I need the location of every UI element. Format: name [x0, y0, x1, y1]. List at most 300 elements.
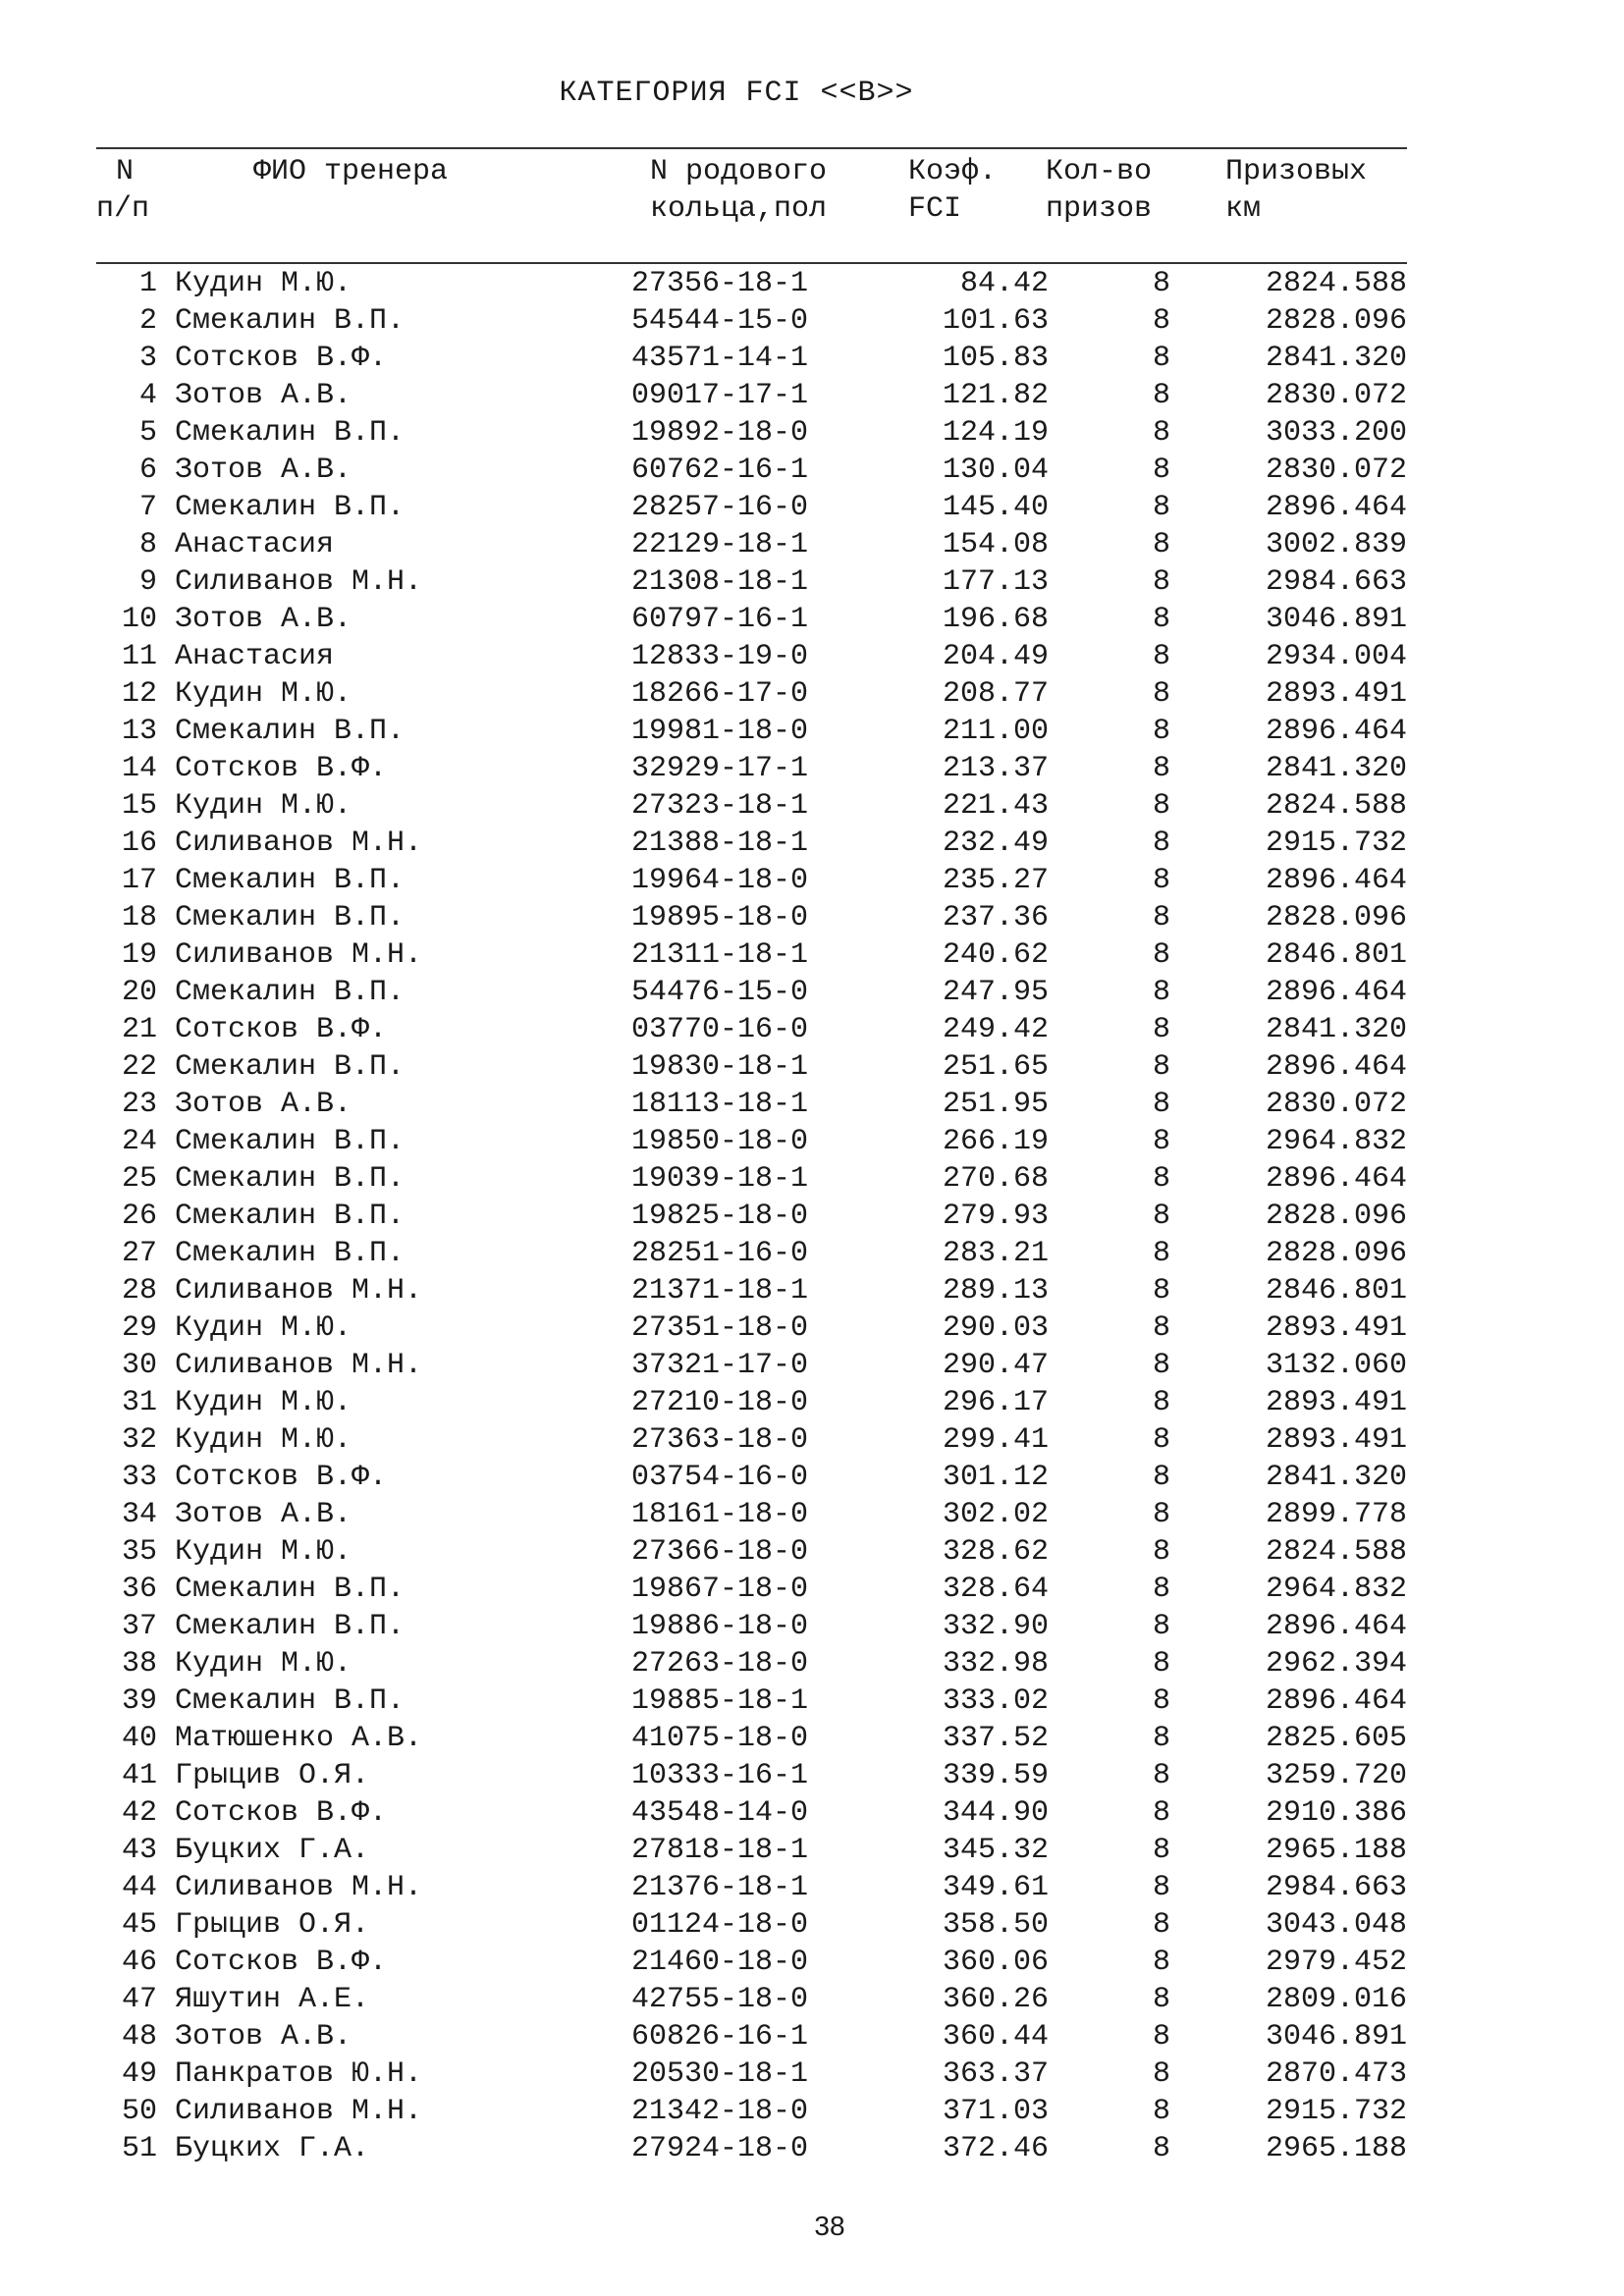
- fci-coefficient: 328.64: [942, 1573, 1049, 1606]
- trainer-name: Зотов А.В.: [175, 1088, 352, 1121]
- fci-coefficient: 279.93: [942, 1200, 1049, 1233]
- ring-number: 27818-18-1: [631, 1834, 809, 1867]
- prize-km: 3132.060: [1265, 1349, 1407, 1382]
- row-number: 5: [138, 416, 157, 450]
- prize-km: 2896.464: [1265, 1684, 1407, 1718]
- prize-count: 8: [1152, 528, 1170, 561]
- ring-number: 27363-18-0: [631, 1423, 809, 1457]
- trainer-name: Смекалин В.П.: [175, 304, 406, 338]
- table-row: [0, 1757, 1624, 1794]
- ring-number: 54544-15-0: [631, 304, 809, 338]
- row-number: 22: [121, 1050, 157, 1084]
- prize-km: 3033.200: [1265, 416, 1407, 450]
- prize-count: 8: [1152, 1722, 1170, 1755]
- ring-number: 19895-18-0: [631, 901, 809, 934]
- ring-number: 28257-16-0: [631, 491, 809, 524]
- fci-coefficient: 358.50: [942, 1908, 1049, 1942]
- fci-coefficient: 105.83: [942, 342, 1049, 375]
- table-row: [0, 1906, 1624, 1944]
- trainer-name: Силиванов М.Н.: [175, 938, 423, 972]
- table-row: [0, 1608, 1624, 1645]
- row-number: 34: [121, 1498, 157, 1531]
- row-number: 37: [121, 1610, 157, 1643]
- trainer-name: Грыцив О.Я.: [175, 1908, 370, 1942]
- trainer-name: Смекалин В.П.: [175, 1610, 406, 1643]
- table-body: [0, 265, 1624, 2167]
- prize-km: 2965.188: [1265, 2132, 1407, 2165]
- fci-coefficient: 328.62: [942, 1535, 1049, 1569]
- fci-coefficient: 266.19: [942, 1125, 1049, 1158]
- fci-coefficient: 372.46: [942, 2132, 1049, 2165]
- fci-coefficient: 177.13: [942, 565, 1049, 599]
- fci-coefficient: 344.90: [942, 1796, 1049, 1830]
- table-row: [0, 899, 1624, 936]
- row-number: 31: [121, 1386, 157, 1419]
- prize-count: 8: [1152, 1834, 1170, 1867]
- table-row: [0, 862, 1624, 899]
- prize-km: 2828.096: [1265, 901, 1407, 934]
- fci-coefficient: 283.21: [942, 1237, 1049, 1270]
- prize-count: 8: [1152, 2132, 1170, 2165]
- trainer-name: Смекалин В.П.: [175, 1125, 406, 1158]
- header-num-line1: N: [116, 155, 135, 188]
- trainer-name: Кудин М.Ю.: [175, 1647, 352, 1681]
- trainer-name: Кудин М.Ю.: [175, 1311, 352, 1345]
- trainer-name: Смекалин В.П.: [175, 901, 406, 934]
- fci-coefficient: 290.47: [942, 1349, 1049, 1382]
- prize-km: 2828.096: [1265, 304, 1407, 338]
- table-row: [0, 1832, 1624, 1869]
- prize-count: 8: [1152, 1050, 1170, 1084]
- row-number: 27: [121, 1237, 157, 1270]
- table-row: [0, 675, 1624, 713]
- prize-count: 8: [1152, 1237, 1170, 1270]
- fci-coefficient: 101.63: [942, 304, 1049, 338]
- row-number: 44: [121, 1871, 157, 1904]
- trainer-name: Сотсков В.Ф.: [175, 752, 388, 785]
- prize-km: 2984.663: [1265, 1871, 1407, 1904]
- trainer-name: Смекалин В.П.: [175, 864, 406, 897]
- header-prizes-line1: Кол-во: [1046, 155, 1153, 188]
- prize-km: 2893.491: [1265, 1423, 1407, 1457]
- ring-number: 12833-19-0: [631, 640, 809, 673]
- table-row: [0, 1011, 1624, 1048]
- prize-count: 8: [1152, 2020, 1170, 2054]
- trainer-name: Зотов А.В.: [175, 454, 352, 487]
- table-row: [0, 414, 1624, 452]
- prize-km: 2809.016: [1265, 1983, 1407, 2016]
- row-number: 3: [138, 342, 157, 375]
- row-number: 7: [138, 491, 157, 524]
- header-km-line1: Призовых: [1225, 155, 1368, 188]
- row-number: 10: [121, 603, 157, 636]
- trainer-name: Сотсков В.Ф.: [175, 1796, 388, 1830]
- table-row: [0, 713, 1624, 750]
- row-number: 19: [121, 938, 157, 972]
- ring-number: 18113-18-1: [631, 1088, 809, 1121]
- prize-km: 2896.464: [1265, 976, 1407, 1009]
- ring-number: 21376-18-1: [631, 1871, 809, 1904]
- trainer-name: Сотсков В.Ф.: [175, 1461, 388, 1494]
- ring-number: 18161-18-0: [631, 1498, 809, 1531]
- fci-coefficient: 360.06: [942, 1946, 1049, 1979]
- row-number: 29: [121, 1311, 157, 1345]
- row-number: 50: [121, 2095, 157, 2128]
- fci-coefficient: 270.68: [942, 1162, 1049, 1196]
- header-ring-line1: N родового: [650, 155, 828, 188]
- trainer-name: Смекалин В.П.: [175, 1237, 406, 1270]
- trainer-name: Буцких Г.А.: [175, 1834, 370, 1867]
- fci-coefficient: 339.59: [942, 1759, 1049, 1792]
- prize-count: 8: [1152, 827, 1170, 860]
- prize-km: 2896.464: [1265, 491, 1407, 524]
- fci-coefficient: 213.37: [942, 752, 1049, 785]
- row-number: 26: [121, 1200, 157, 1233]
- row-number: 23: [121, 1088, 157, 1121]
- prize-km: 2828.096: [1265, 1200, 1407, 1233]
- ring-number: 19039-18-1: [631, 1162, 809, 1196]
- prize-count: 8: [1152, 640, 1170, 673]
- prize-count: 8: [1152, 677, 1170, 711]
- ring-number: 54476-15-0: [631, 976, 809, 1009]
- ring-number: 43571-14-1: [631, 342, 809, 375]
- prize-km: 2896.464: [1265, 1050, 1407, 1084]
- trainer-name: Кудин М.Ю.: [175, 789, 352, 823]
- table-row: [0, 1198, 1624, 1235]
- ring-number: 09017-17-1: [631, 379, 809, 412]
- table-row: [0, 526, 1624, 563]
- prize-km: 2846.801: [1265, 1274, 1407, 1308]
- prize-count: 8: [1152, 1013, 1170, 1046]
- ring-number: 21308-18-1: [631, 565, 809, 599]
- prize-count: 8: [1152, 1088, 1170, 1121]
- header-name: ФИО тренера: [253, 155, 449, 188]
- prize-km: 2824.588: [1265, 1535, 1407, 1569]
- table-row: [0, 1459, 1624, 1496]
- prize-km: 2846.801: [1265, 938, 1407, 972]
- trainer-name: Кудин М.Ю.: [175, 267, 352, 300]
- table-row: [0, 2130, 1624, 2167]
- row-number: 8: [138, 528, 157, 561]
- row-number: 24: [121, 1125, 157, 1158]
- ring-number: 21371-18-1: [631, 1274, 809, 1308]
- trainer-name: Силиванов М.Н.: [175, 2095, 423, 2128]
- fci-coefficient: 235.27: [942, 864, 1049, 897]
- prize-count: 8: [1152, 379, 1170, 412]
- ring-number: 37321-17-0: [631, 1349, 809, 1382]
- row-number: 17: [121, 864, 157, 897]
- prize-count: 8: [1152, 1908, 1170, 1942]
- ring-number: 60826-16-1: [631, 2020, 809, 2054]
- header-prizes-line2: призов: [1046, 192, 1153, 226]
- trainer-name: Зотов А.В.: [175, 379, 352, 412]
- ring-number: 27366-18-0: [631, 1535, 809, 1569]
- row-number: 41: [121, 1759, 157, 1792]
- table-row: [0, 452, 1624, 489]
- prize-count: 8: [1152, 789, 1170, 823]
- table-row: [0, 750, 1624, 787]
- ring-number: 22129-18-1: [631, 528, 809, 561]
- table-row: [0, 1981, 1624, 2018]
- fci-coefficient: 247.95: [942, 976, 1049, 1009]
- row-number: 2: [138, 304, 157, 338]
- fci-coefficient: 121.82: [942, 379, 1049, 412]
- table-row: [0, 1160, 1624, 1198]
- prize-count: 8: [1152, 1498, 1170, 1531]
- row-number: 40: [121, 1722, 157, 1755]
- prize-km: 2830.072: [1265, 1088, 1407, 1121]
- header-km-line2: км: [1225, 192, 1262, 226]
- row-number: 28: [121, 1274, 157, 1308]
- prize-km: 2830.072: [1265, 379, 1407, 412]
- row-number: 48: [121, 2020, 157, 2054]
- trainer-name: Кудин М.Ю.: [175, 1386, 352, 1419]
- table-row: [0, 601, 1624, 638]
- table-row: [0, 1309, 1624, 1347]
- prize-km: 2870.473: [1265, 2057, 1407, 2091]
- header-bottom-rule: [96, 262, 1407, 264]
- row-number: 45: [121, 1908, 157, 1942]
- table-row: [0, 936, 1624, 974]
- ring-number: 27924-18-0: [631, 2132, 809, 2165]
- prize-km: 2899.778: [1265, 1498, 1407, 1531]
- ring-number: 21460-18-0: [631, 1946, 809, 1979]
- fci-coefficient: 289.13: [942, 1274, 1049, 1308]
- ring-number: 27351-18-0: [631, 1311, 809, 1345]
- fci-coefficient: 154.08: [942, 528, 1049, 561]
- prize-km: 2824.588: [1265, 789, 1407, 823]
- trainer-name: Силиванов М.Н.: [175, 827, 423, 860]
- fci-coefficient: 130.04: [942, 454, 1049, 487]
- row-number: 11: [121, 640, 157, 673]
- ring-number: 21342-18-0: [631, 2095, 809, 2128]
- ring-number: 19850-18-0: [631, 1125, 809, 1158]
- row-number: 1: [138, 267, 157, 300]
- fci-coefficient: 251.95: [942, 1088, 1049, 1121]
- trainer-name: Сотсков В.Ф.: [175, 342, 388, 375]
- ring-number: 03754-16-0: [631, 1461, 809, 1494]
- table-row: [0, 2056, 1624, 2093]
- trainer-name: Буцких Г.А.: [175, 2132, 370, 2165]
- table-row: [0, 1272, 1624, 1309]
- prize-km: 3259.720: [1265, 1759, 1407, 1792]
- table-row: [0, 377, 1624, 414]
- fci-coefficient: 208.77: [942, 677, 1049, 711]
- fci-coefficient: 290.03: [942, 1311, 1049, 1345]
- table-row: [0, 1235, 1624, 1272]
- header-coef-line1: Коэф.: [908, 155, 998, 188]
- fci-coefficient: 240.62: [942, 938, 1049, 972]
- table-row: [0, 1645, 1624, 1682]
- row-number: 32: [121, 1423, 157, 1457]
- prize-km: 2962.394: [1265, 1647, 1407, 1681]
- prize-km: 2841.320: [1265, 1013, 1407, 1046]
- row-number: 9: [138, 565, 157, 599]
- prize-km: 2841.320: [1265, 1461, 1407, 1494]
- table-row: [0, 1347, 1624, 1384]
- ring-number: 27210-18-0: [631, 1386, 809, 1419]
- table-row: [0, 1869, 1624, 1906]
- fci-coefficient: 211.00: [942, 715, 1049, 748]
- header-num-line2: п/п: [96, 192, 150, 226]
- prize-count: 8: [1152, 1684, 1170, 1718]
- row-number: 20: [121, 976, 157, 1009]
- trainer-name: Смекалин В.П.: [175, 416, 406, 450]
- prize-km: 2965.188: [1265, 1834, 1407, 1867]
- prize-km: 2893.491: [1265, 1386, 1407, 1419]
- table-row: [0, 825, 1624, 862]
- row-number: 51: [121, 2132, 157, 2165]
- row-number: 12: [121, 677, 157, 711]
- fci-coefficient: 332.90: [942, 1610, 1049, 1643]
- table-row: [0, 1794, 1624, 1832]
- ring-number: 19867-18-0: [631, 1573, 809, 1606]
- fci-coefficient: 124.19: [942, 416, 1049, 450]
- row-number: 6: [138, 454, 157, 487]
- ring-number: 27263-18-0: [631, 1647, 809, 1681]
- trainer-name: Яшутин А.Е.: [175, 1983, 370, 2016]
- table-row: [0, 2093, 1624, 2130]
- trainer-name: Смекалин В.П.: [175, 1573, 406, 1606]
- prize-count: 8: [1152, 1461, 1170, 1494]
- table-header: [0, 153, 1624, 261]
- table-row: [0, 1533, 1624, 1571]
- header-ring-line2: кольца,пол: [650, 192, 828, 226]
- prize-count: 8: [1152, 1311, 1170, 1345]
- ring-number: 28251-16-0: [631, 1237, 809, 1270]
- fci-coefficient: 299.41: [942, 1423, 1049, 1457]
- ring-number: 21388-18-1: [631, 827, 809, 860]
- table-row: [0, 563, 1624, 601]
- ring-number: 42755-18-0: [631, 1983, 809, 2016]
- table-row: [0, 787, 1624, 825]
- row-number: 38: [121, 1647, 157, 1681]
- ring-number: 19886-18-0: [631, 1610, 809, 1643]
- prize-count: 8: [1152, 1946, 1170, 1979]
- header-coef-line2: FCI: [908, 192, 962, 226]
- prize-km: 2979.452: [1265, 1946, 1407, 1979]
- row-number: 18: [121, 901, 157, 934]
- row-number: 13: [121, 715, 157, 748]
- prize-count: 8: [1152, 342, 1170, 375]
- trainer-name: Смекалин В.П.: [175, 1050, 406, 1084]
- trainer-name: Смекалин В.П.: [175, 1162, 406, 1196]
- trainer-name: Зотов А.В.: [175, 1498, 352, 1531]
- row-number: 15: [121, 789, 157, 823]
- trainer-name: Панкратов Ю.Н.: [175, 2057, 423, 2091]
- ring-number: 27356-18-1: [631, 267, 809, 300]
- row-number: 16: [121, 827, 157, 860]
- prize-km: 3046.891: [1265, 603, 1407, 636]
- prize-count: 8: [1152, 1274, 1170, 1308]
- ring-number: 43548-14-0: [631, 1796, 809, 1830]
- fci-coefficient: 196.68: [942, 603, 1049, 636]
- fci-coefficient: 249.42: [942, 1013, 1049, 1046]
- prize-km: 2825.605: [1265, 1722, 1407, 1755]
- row-number: 42: [121, 1796, 157, 1830]
- prize-count: 8: [1152, 1386, 1170, 1419]
- ring-number: 27323-18-1: [631, 789, 809, 823]
- table-row: [0, 1123, 1624, 1160]
- fci-coefficient: 204.49: [942, 640, 1049, 673]
- fci-coefficient: 360.26: [942, 1983, 1049, 2016]
- prize-count: 8: [1152, 1871, 1170, 1904]
- row-number: 36: [121, 1573, 157, 1606]
- row-number: 49: [121, 2057, 157, 2091]
- fci-coefficient: 333.02: [942, 1684, 1049, 1718]
- fci-coefficient: 251.65: [942, 1050, 1049, 1084]
- fci-coefficient: 349.61: [942, 1871, 1049, 1904]
- ring-number: 20530-18-1: [631, 2057, 809, 2091]
- trainer-name: Матюшенко А.В.: [175, 1722, 423, 1755]
- table-row: [0, 974, 1624, 1011]
- ring-number: 03770-16-0: [631, 1013, 809, 1046]
- prize-count: 8: [1152, 2057, 1170, 2091]
- row-number: 4: [138, 379, 157, 412]
- fci-coefficient: 296.17: [942, 1386, 1049, 1419]
- trainer-name: Кудин М.Ю.: [175, 1423, 352, 1457]
- prize-km: 2896.464: [1265, 715, 1407, 748]
- fci-coefficient: 301.12: [942, 1461, 1049, 1494]
- prize-count: 8: [1152, 1573, 1170, 1606]
- row-number: 25: [121, 1162, 157, 1196]
- table-row: [0, 302, 1624, 340]
- table-row: [0, 2018, 1624, 2056]
- prize-count: 8: [1152, 1759, 1170, 1792]
- fci-coefficient: 332.98: [942, 1647, 1049, 1681]
- prize-km: 2910.386: [1265, 1796, 1407, 1830]
- trainer-name: Силиванов М.Н.: [175, 565, 423, 599]
- prize-count: 8: [1152, 1349, 1170, 1382]
- prize-count: 8: [1152, 1125, 1170, 1158]
- document-title: КАТЕГОРИЯ FCI <<B>>: [559, 77, 914, 110]
- prize-count: 8: [1152, 304, 1170, 338]
- table-row: [0, 1048, 1624, 1086]
- prize-km: 2841.320: [1265, 342, 1407, 375]
- trainer-name: Смекалин В.П.: [175, 1684, 406, 1718]
- ring-number: 60762-16-1: [631, 454, 809, 487]
- trainer-name: Силиванов М.Н.: [175, 1871, 423, 1904]
- ring-number: 41075-18-0: [631, 1722, 809, 1755]
- prize-count: 8: [1152, 565, 1170, 599]
- prize-count: 8: [1152, 454, 1170, 487]
- prize-count: 8: [1152, 1535, 1170, 1569]
- prize-km: 2896.464: [1265, 1610, 1407, 1643]
- ring-number: 19885-18-1: [631, 1684, 809, 1718]
- trainer-name: Смекалин В.П.: [175, 1200, 406, 1233]
- ring-number: 01124-18-0: [631, 1908, 809, 1942]
- table-row: [0, 1571, 1624, 1608]
- trainer-name: Грыцив О.Я.: [175, 1759, 370, 1792]
- prize-km: 2964.832: [1265, 1125, 1407, 1158]
- trainer-name: Смекалин В.П.: [175, 491, 406, 524]
- prize-count: 8: [1152, 491, 1170, 524]
- prize-km: 2893.491: [1265, 1311, 1407, 1345]
- table-row: [0, 489, 1624, 526]
- trainer-name: Кудин М.Ю.: [175, 677, 352, 711]
- page-number: 38: [814, 2211, 845, 2241]
- prize-km: 2896.464: [1265, 864, 1407, 897]
- ring-number: 19825-18-0: [631, 1200, 809, 1233]
- table-row: [0, 265, 1624, 302]
- row-number: 46: [121, 1946, 157, 1979]
- table-row: [0, 1421, 1624, 1459]
- trainer-name: Зотов А.В.: [175, 603, 352, 636]
- prize-count: 8: [1152, 2095, 1170, 2128]
- header-top-rule: [96, 147, 1407, 149]
- fci-coefficient: 232.49: [942, 827, 1049, 860]
- table-row: [0, 1086, 1624, 1123]
